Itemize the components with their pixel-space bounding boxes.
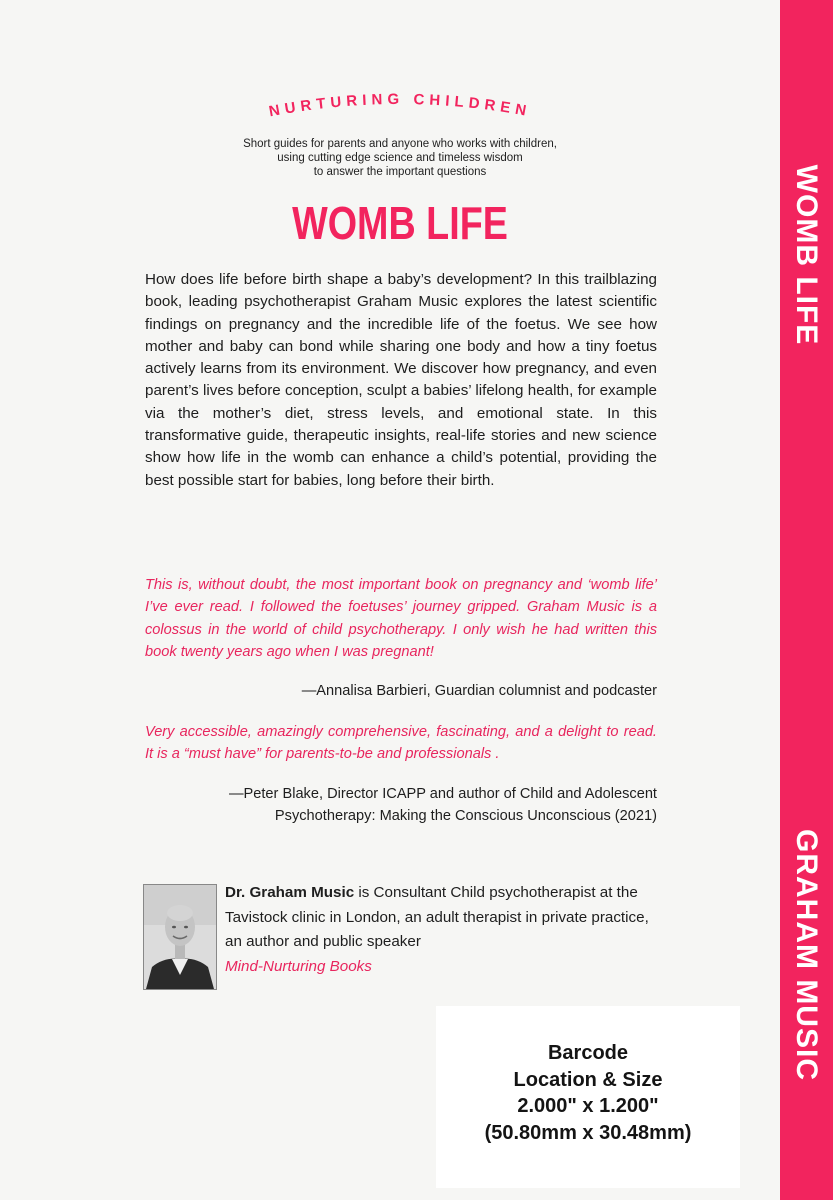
book-title: WOMB LIFE <box>292 197 508 249</box>
author-photo <box>143 884 217 990</box>
barcode-line: 2.000" x 1.200" <box>517 1095 659 1117</box>
series-name-text: NURTURING CHILDREN <box>267 90 533 121</box>
spine-title: WOMB LIFE <box>790 164 823 346</box>
review-quote: Very accessible, amazingly comprehensive, fascinating, and a delight to read. It is a “must have” for parents-to-be and professionals . <box>145 724 657 763</box>
barcode-line: (50.80mm x 30.48mm) <box>484 1121 692 1144</box>
tagline-line: Short guides for parents and anyone who works with children, <box>243 138 557 150</box>
review-attribution: —Annalisa Barbieri, Guardian columnist and podcaster <box>301 683 657 699</box>
author-bio-text: is Consultant Child psychotherapist at the Tavistock clinic in London, an adult therapist in private practice, an author and public speaker <box>225 884 649 950</box>
tagline-line: to answer the important questions <box>313 166 487 178</box>
book-blurb: How does life before birth shape a baby’s development? In this trailblazing book, leading psychotherapist Graham Music explores the latest scientific findings on pregnancy and the incredible life of the foetus. We see how mother and baby can bond while sharing one body and how a tiny foetus actively learns from its environment. We discover how pregnancy, and even parent’s lives before conception, sculpt a babies’ lifelong health, for example via the mother’s diet, stress levels, and emotional state. In this transformative guide, therapeutic insights, real-life stories and new science show how life in the womb can enhance a child’s potential, providing the best possible start for babies, long before their birth. <box>145 271 657 489</box>
attribution-line: Psychotherapy: Making the Conscious Unconscious (2021) <box>274 808 657 825</box>
svg-text:NURTURING CHILDREN <box>268 91 533 120</box>
review-attribution <box>145 783 657 828</box>
review-quote: This is, without doubt, the most important book on pregnancy and ‘womb life’ I’ve ever read. I followed the foetuses’ journey gripped. Graham Music is a colossus in the world of child psychotherapy. I only wish he had written this book twenty years ago when I was pregnant! <box>145 577 657 660</box>
series-tagline <box>195 137 605 179</box>
author-portrait-icon <box>144 885 216 989</box>
author-bio <box>225 881 665 979</box>
barcode-line: Location & Size <box>513 1068 663 1091</box>
attribution-line: —Peter Blake, Director ICAPP and author of Child and Adolescent <box>228 786 657 802</box>
publisher-imprint: Mind-Nurturing Books <box>225 957 372 975</box>
tagline-line: using cutting edge science and timeless wisdom <box>277 152 523 164</box>
author-name: Dr. Graham Music <box>225 884 355 901</box>
spine-author: GRAHAM MUSIC <box>790 829 823 1081</box>
barcode-line: Barcode <box>547 1042 629 1064</box>
barcode-label <box>436 1040 740 1146</box>
